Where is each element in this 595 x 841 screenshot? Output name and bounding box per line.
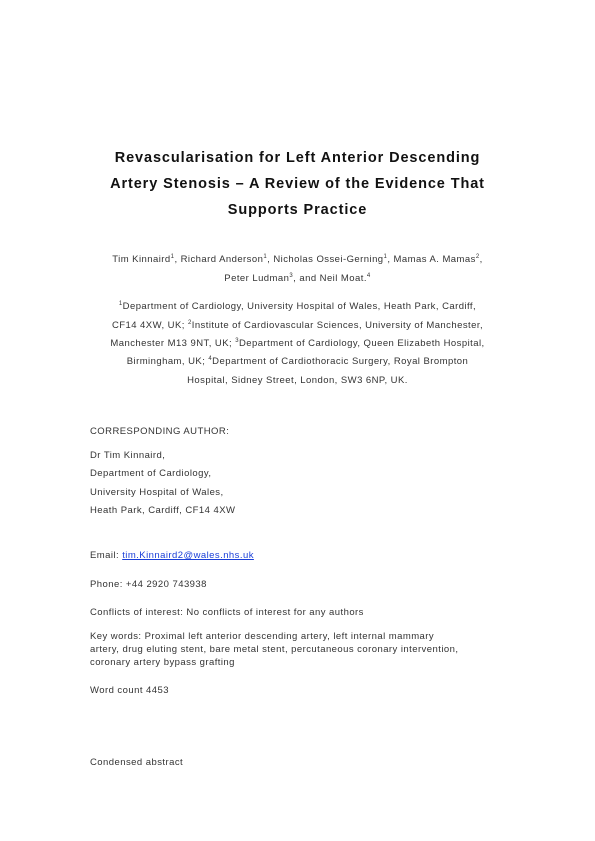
- keywords-line-3: coronary artery bypass grafting: [90, 657, 235, 668]
- affiliation-line-2: [0, 320, 595, 331]
- separator: ,: [479, 254, 483, 265]
- email-line: [90, 550, 254, 561]
- author-list-line-1: [0, 254, 595, 265]
- keywords-line-1: Key words: Proximal left anterior descending artery, left internal mammary: [90, 631, 435, 642]
- corresponding-author-name: Dr Tim Kinnaird,: [90, 450, 166, 461]
- affiliation-marker: 1: [170, 253, 175, 260]
- affiliation-line-3: [0, 338, 595, 349]
- author-name: , and Neil Moat.: [293, 273, 367, 284]
- author-name: Peter Ludman: [224, 273, 290, 284]
- word-count: Word count 4453: [90, 685, 169, 696]
- affiliation-line-5: Hospital, Sidney Street, London, SW3 6NP, UK.: [187, 375, 408, 386]
- affiliation-marker: 1: [383, 253, 388, 260]
- author-name: , Richard Anderson: [174, 254, 264, 265]
- corresponding-author-hospital: University Hospital of Wales,: [90, 487, 224, 498]
- affiliation-marker: 3: [289, 272, 294, 279]
- author-name: Tim Kinnaird: [112, 254, 171, 265]
- affiliation-text: CF14 4XW, UK;: [111, 320, 188, 331]
- email-label: Email:: [90, 550, 123, 561]
- affiliation-text: Department of Cardiology, Queen Elizabeth Hospital,: [239, 338, 485, 349]
- author-list-line-2: [0, 273, 595, 284]
- email-link[interactable]: tim.Kinnaird2@wales.nhs.uk: [122, 550, 254, 561]
- affiliation-marker: 1: [118, 300, 123, 307]
- affiliation-marker: 4: [366, 272, 371, 279]
- affiliation-marker: 2: [187, 319, 192, 326]
- corresponding-author-heading: CORRESPONDING AUTHOR:: [90, 426, 230, 437]
- affiliation-text: Manchester M13 9NT, UK;: [110, 338, 236, 349]
- author-name: , Nicholas Ossei-Gerning: [267, 254, 384, 265]
- affiliation-text: Institute of Cardiovascular Sciences, University of Manchester,: [191, 320, 484, 331]
- affiliation-marker: 2: [475, 253, 480, 260]
- corresponding-author-department: Department of Cardiology,: [90, 468, 212, 479]
- phone-line: Phone: +44 2920 743938: [90, 579, 207, 590]
- conflicts-of-interest: Conflicts of interest: No conflicts of interest for any authors: [90, 607, 364, 618]
- affiliation-text: Birmingham, UK;: [126, 356, 209, 367]
- affiliation-marker: 3: [235, 337, 239, 344]
- keywords-line-2: artery, drug eluting stent, bare metal stent, percutaneous coronary intervention,: [90, 644, 459, 655]
- title-line-1: Revascularisation for Left Anterior Descending: [114, 150, 481, 166]
- title-line-3: Supports Practice: [227, 202, 368, 218]
- corresponding-author-address: Heath Park, Cardiff, CF14 4XW: [90, 505, 236, 516]
- affiliation-text: Department of Cardiothoracic Surgery, Royal Brompton: [212, 356, 469, 367]
- affiliation-line-4: [0, 356, 595, 367]
- author-name: , Mamas A. Mamas: [387, 254, 476, 265]
- affiliation-line-1: [0, 301, 595, 312]
- affiliation-text: Department of Cardiology, University Hospital of Wales, Heath Park, Cardiff,: [122, 301, 477, 312]
- condensed-abstract-heading: Condensed abstract: [90, 757, 184, 768]
- affiliation-marker: 1: [263, 253, 268, 260]
- title-line-2: Artery Stenosis – A Review of the Evidence That: [110, 176, 485, 192]
- affiliation-marker: 4: [208, 355, 213, 362]
